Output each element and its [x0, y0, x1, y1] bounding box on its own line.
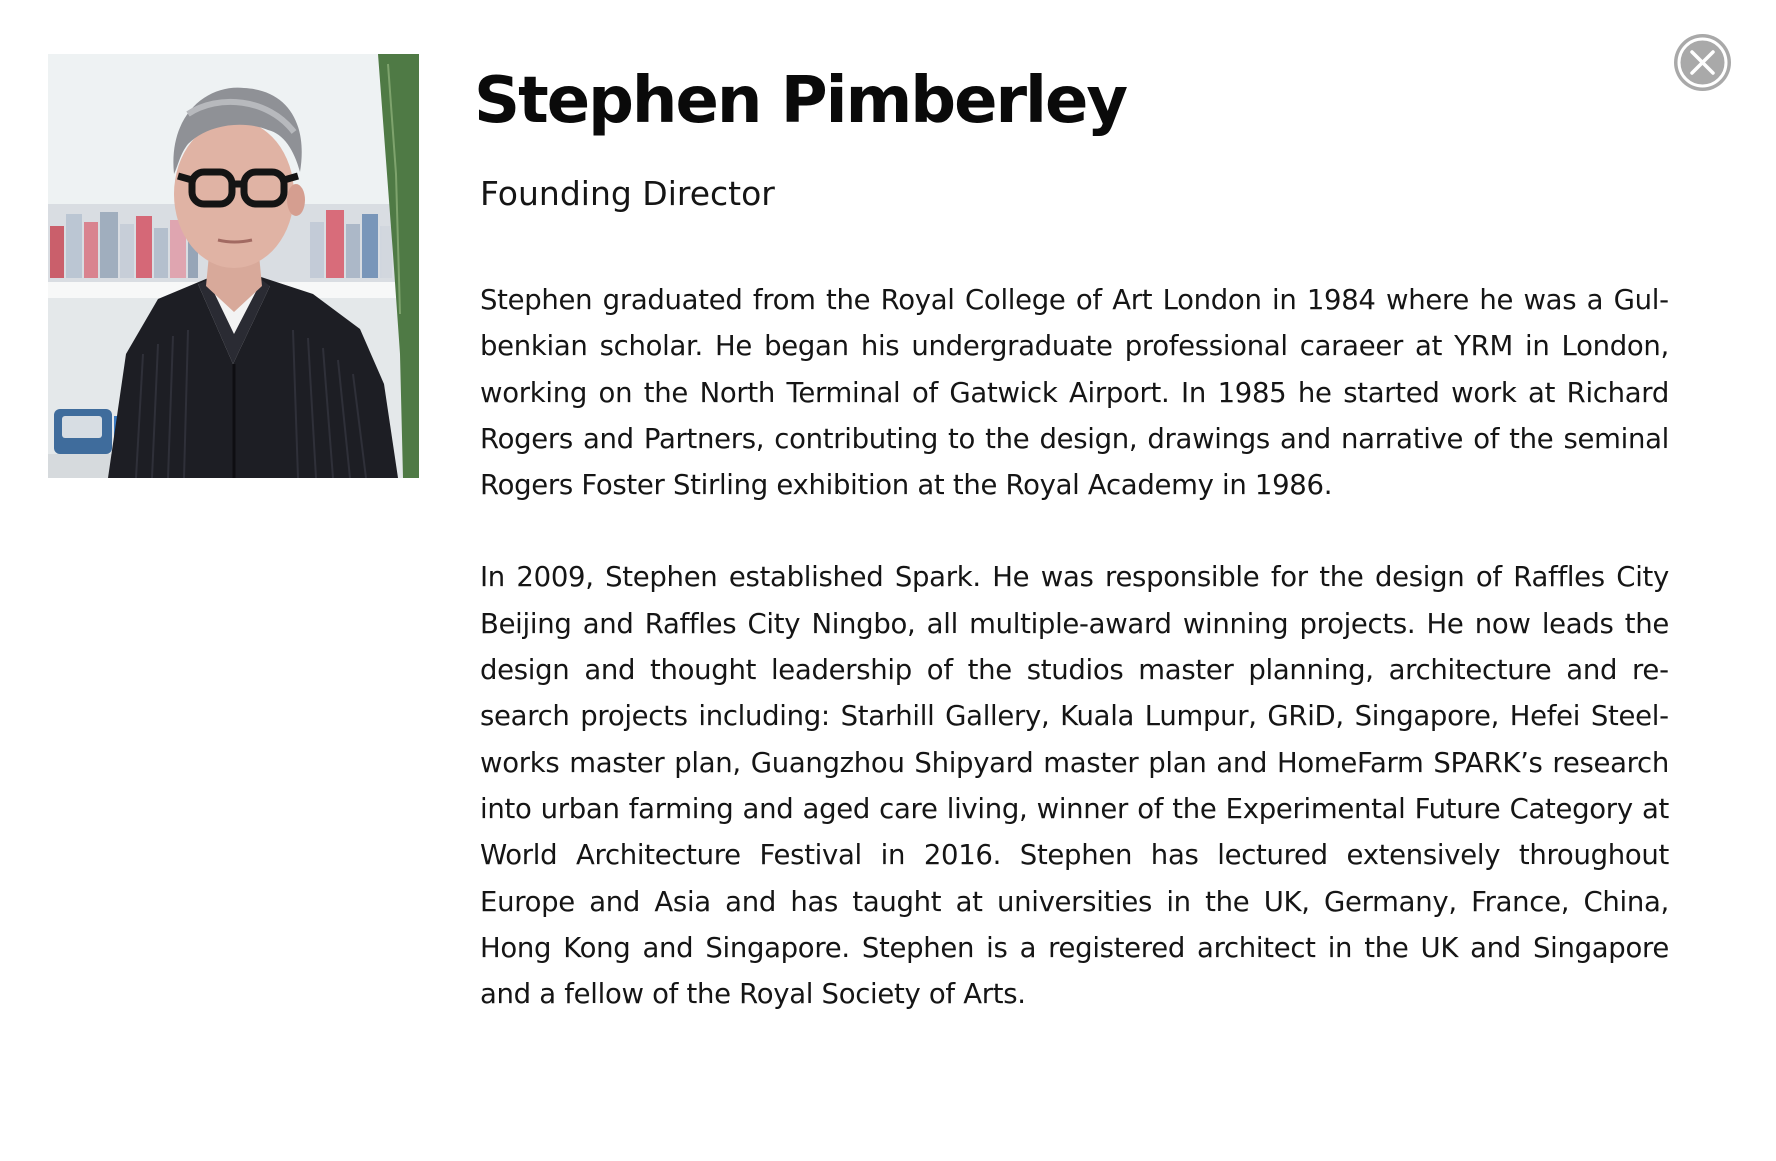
profile-content [474, 58, 1669, 1063]
bio-paragraph: In 2009, Stephen established Spark. He was responsible for the design of Raffles City Beijing and Raffles City Ningbo, all multiple-award winning projects. He now leads the design and thought leadership of the studios master planning, architecture and research projects including: Starhill Gallery, Kuala Lumpur, GRiD, Singapore, Hefei Steelworks master plan, Guangzhou Shipyard master plan and HomeFarm SPARK’s research into urban farming and aged care living, winner of the Experimental Future Category at World Architecture Festival in 2016. Stephen has lectured extensively throughout Europe and Asia and has taught at universities in the UK, Germany, France, China, Hong Kong and Singapore. Stephen is a registered architect in the UK and Singapore and a fellow of the Royal Society of Arts. [480, 561, 1669, 1011]
portrait-photo [48, 54, 419, 478]
person-name: Stephen Pimberley [474, 64, 1127, 138]
close-icon [1674, 34, 1731, 91]
close-button[interactable] [1674, 34, 1731, 91]
person-role: Founding Director [480, 174, 775, 213]
bio-paragraph: Stephen graduated from the Royal College of Art London in 1984 where he was a Gulbenkian scholar. He began his undergraduate professional caraeer at YRM in London, working on the North Terminal of Gatwick Airport. In 1985 he started work at Richard Rogers and Partners, contributing to the design, drawings and narrative of the seminal Rogers Foster Stirling exhibition at the Royal Academy in 1986. [480, 284, 1669, 502]
person-bio [480, 277, 1669, 1017]
